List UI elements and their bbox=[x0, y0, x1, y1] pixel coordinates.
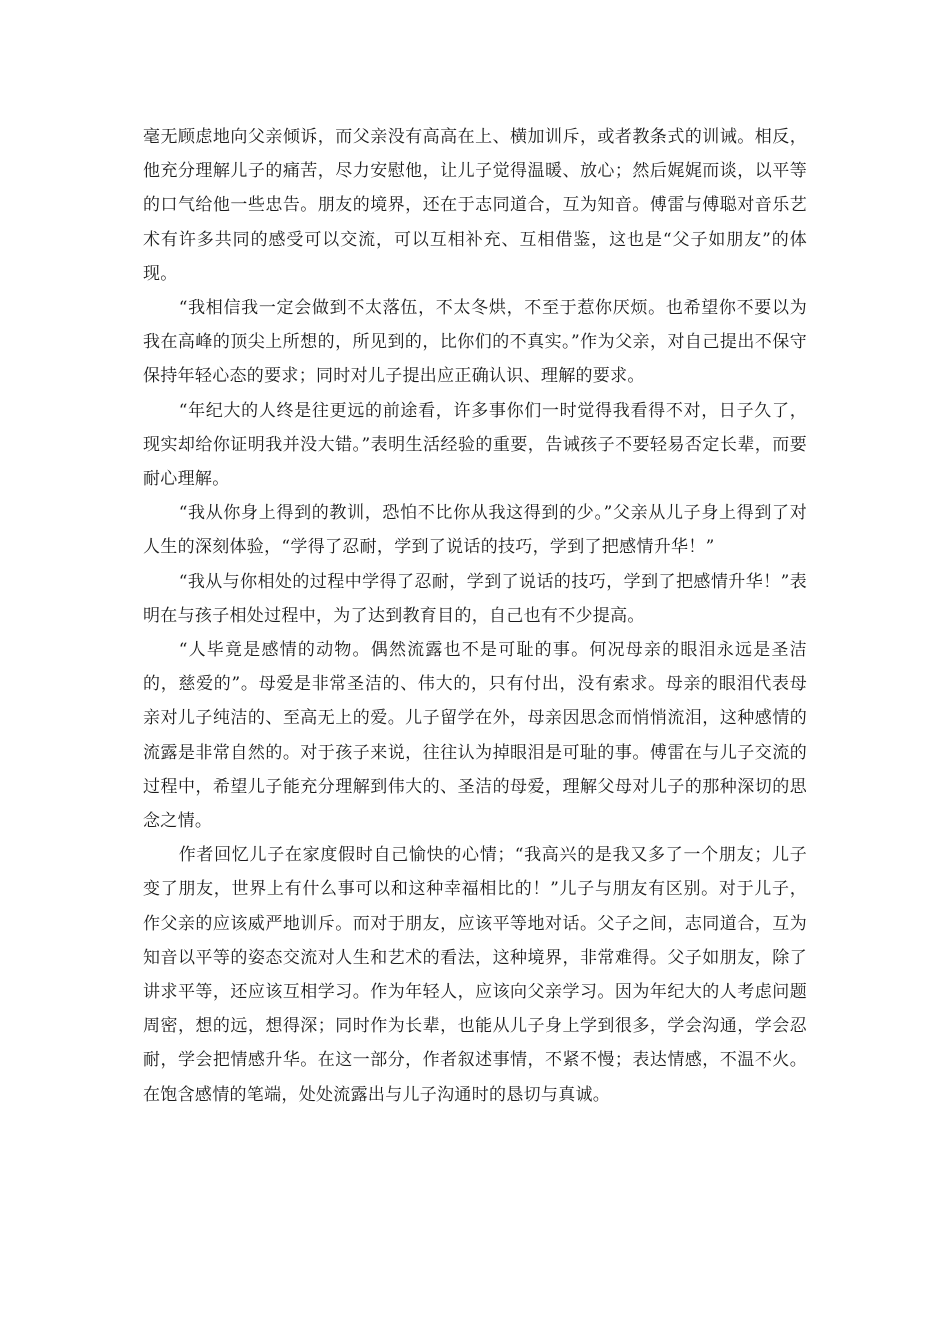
paragraph-2: “我相信我一定会做到不太落伍，不太冬烘，不至于惹你厌烦。也希望你不要以为我在高峰的顶尖上所想的，所见到的，比你们的不真实。”作为父亲，对自己提出不保守保持年轻心态的要求；同时对儿子提出应正确认识、理解的要求。 bbox=[143, 298, 807, 387]
paragraph-4: “我从你身上得到的教训，恐怕不比你从我这得到的少。”父亲从儿子身上得到了对人生的深刻体验，“学得了忍耐，学到了说话的技巧，学到了把感情升华！” bbox=[143, 503, 807, 558]
document-body bbox=[143, 120, 807, 1112]
paragraph-7: 作者回忆儿子在家度假时自己愉快的心情；“我高兴的是我又多了一个朋友；儿子变了朋友，世界上有什么事可以和这种幸福相比的！”儿子与朋友有区别。对于儿子，作父亲的应该威严地训斥。而对于朋友，应该平等地对话。父子之间，志同道合，互为知音以平等的姿态交流对人生和艺术的看法，这种境界，非常难得。父子如朋友，除了讲求平等，还应该互相学习。作为年轻人，应该向父亲学习。因为年纪大的人考虑问题周密，想的远，想得深；同时作为长辈，也能从儿子身上学到很多，学会沟通，学会忍耐，学会把情感升华。在这一部分，作者叙述事情，不紧不慢；表达情感，不温不火。在饱含感情的笔端，处处流露出与儿子沟通时的恳切与真诚。 bbox=[143, 845, 807, 1105]
paragraph-5: “我从与你相处的过程中学得了忍耐，学到了说话的技巧，学到了把感情升华！”表明在与孩子相处过程中，为了达到教育目的，自己也有不少提高。 bbox=[143, 571, 807, 626]
paragraph-1: 毫无顾虑地向父亲倾诉，而父亲没有高高在上、横加训斥，或者教条式的训诫。相反，他充分理解儿子的痛苦，尽力安慰他，让儿子觉得温暖、放心；然后娓娓而谈，以平等的口气给他一些忠告。朋友的境界，还在于志同道合，互为知音。傅雷与傅聪对音乐艺术有许多共同的感受可以交流，可以互相补充、互相借鉴，这也是“父子如朋友”的体现。 bbox=[143, 127, 807, 284]
paragraph-6: “人毕竟是感情的动物。偶然流露也不是可耻的事。何况母亲的眼泪永远是圣洁的，慈爱的”。母爱是非常圣洁的、伟大的，只有付出，没有索求。母亲的眼泪代表母亲对儿子纯洁的、至高无上的爱。儿子留学在外，母亲因思念而悄悄流泪，这种感情的流露是非常自然的。对于孩子来说，往往认为掉眼泪是可耻的事。傅雷在与儿子交流的过程中，希望儿子能充分理解到伟大的、圣洁的母爱，理解父母对儿子的那种深切的思念之情。 bbox=[143, 640, 807, 832]
paragraph-3: “年纪大的人终是往更远的前途看，许多事你们一时觉得我看得不对，日子久了，现实却给你证明我并没大错。”表明生活经验的重要，告诫孩子不要轻易否定长辈，而要耐心理解。 bbox=[143, 400, 807, 490]
